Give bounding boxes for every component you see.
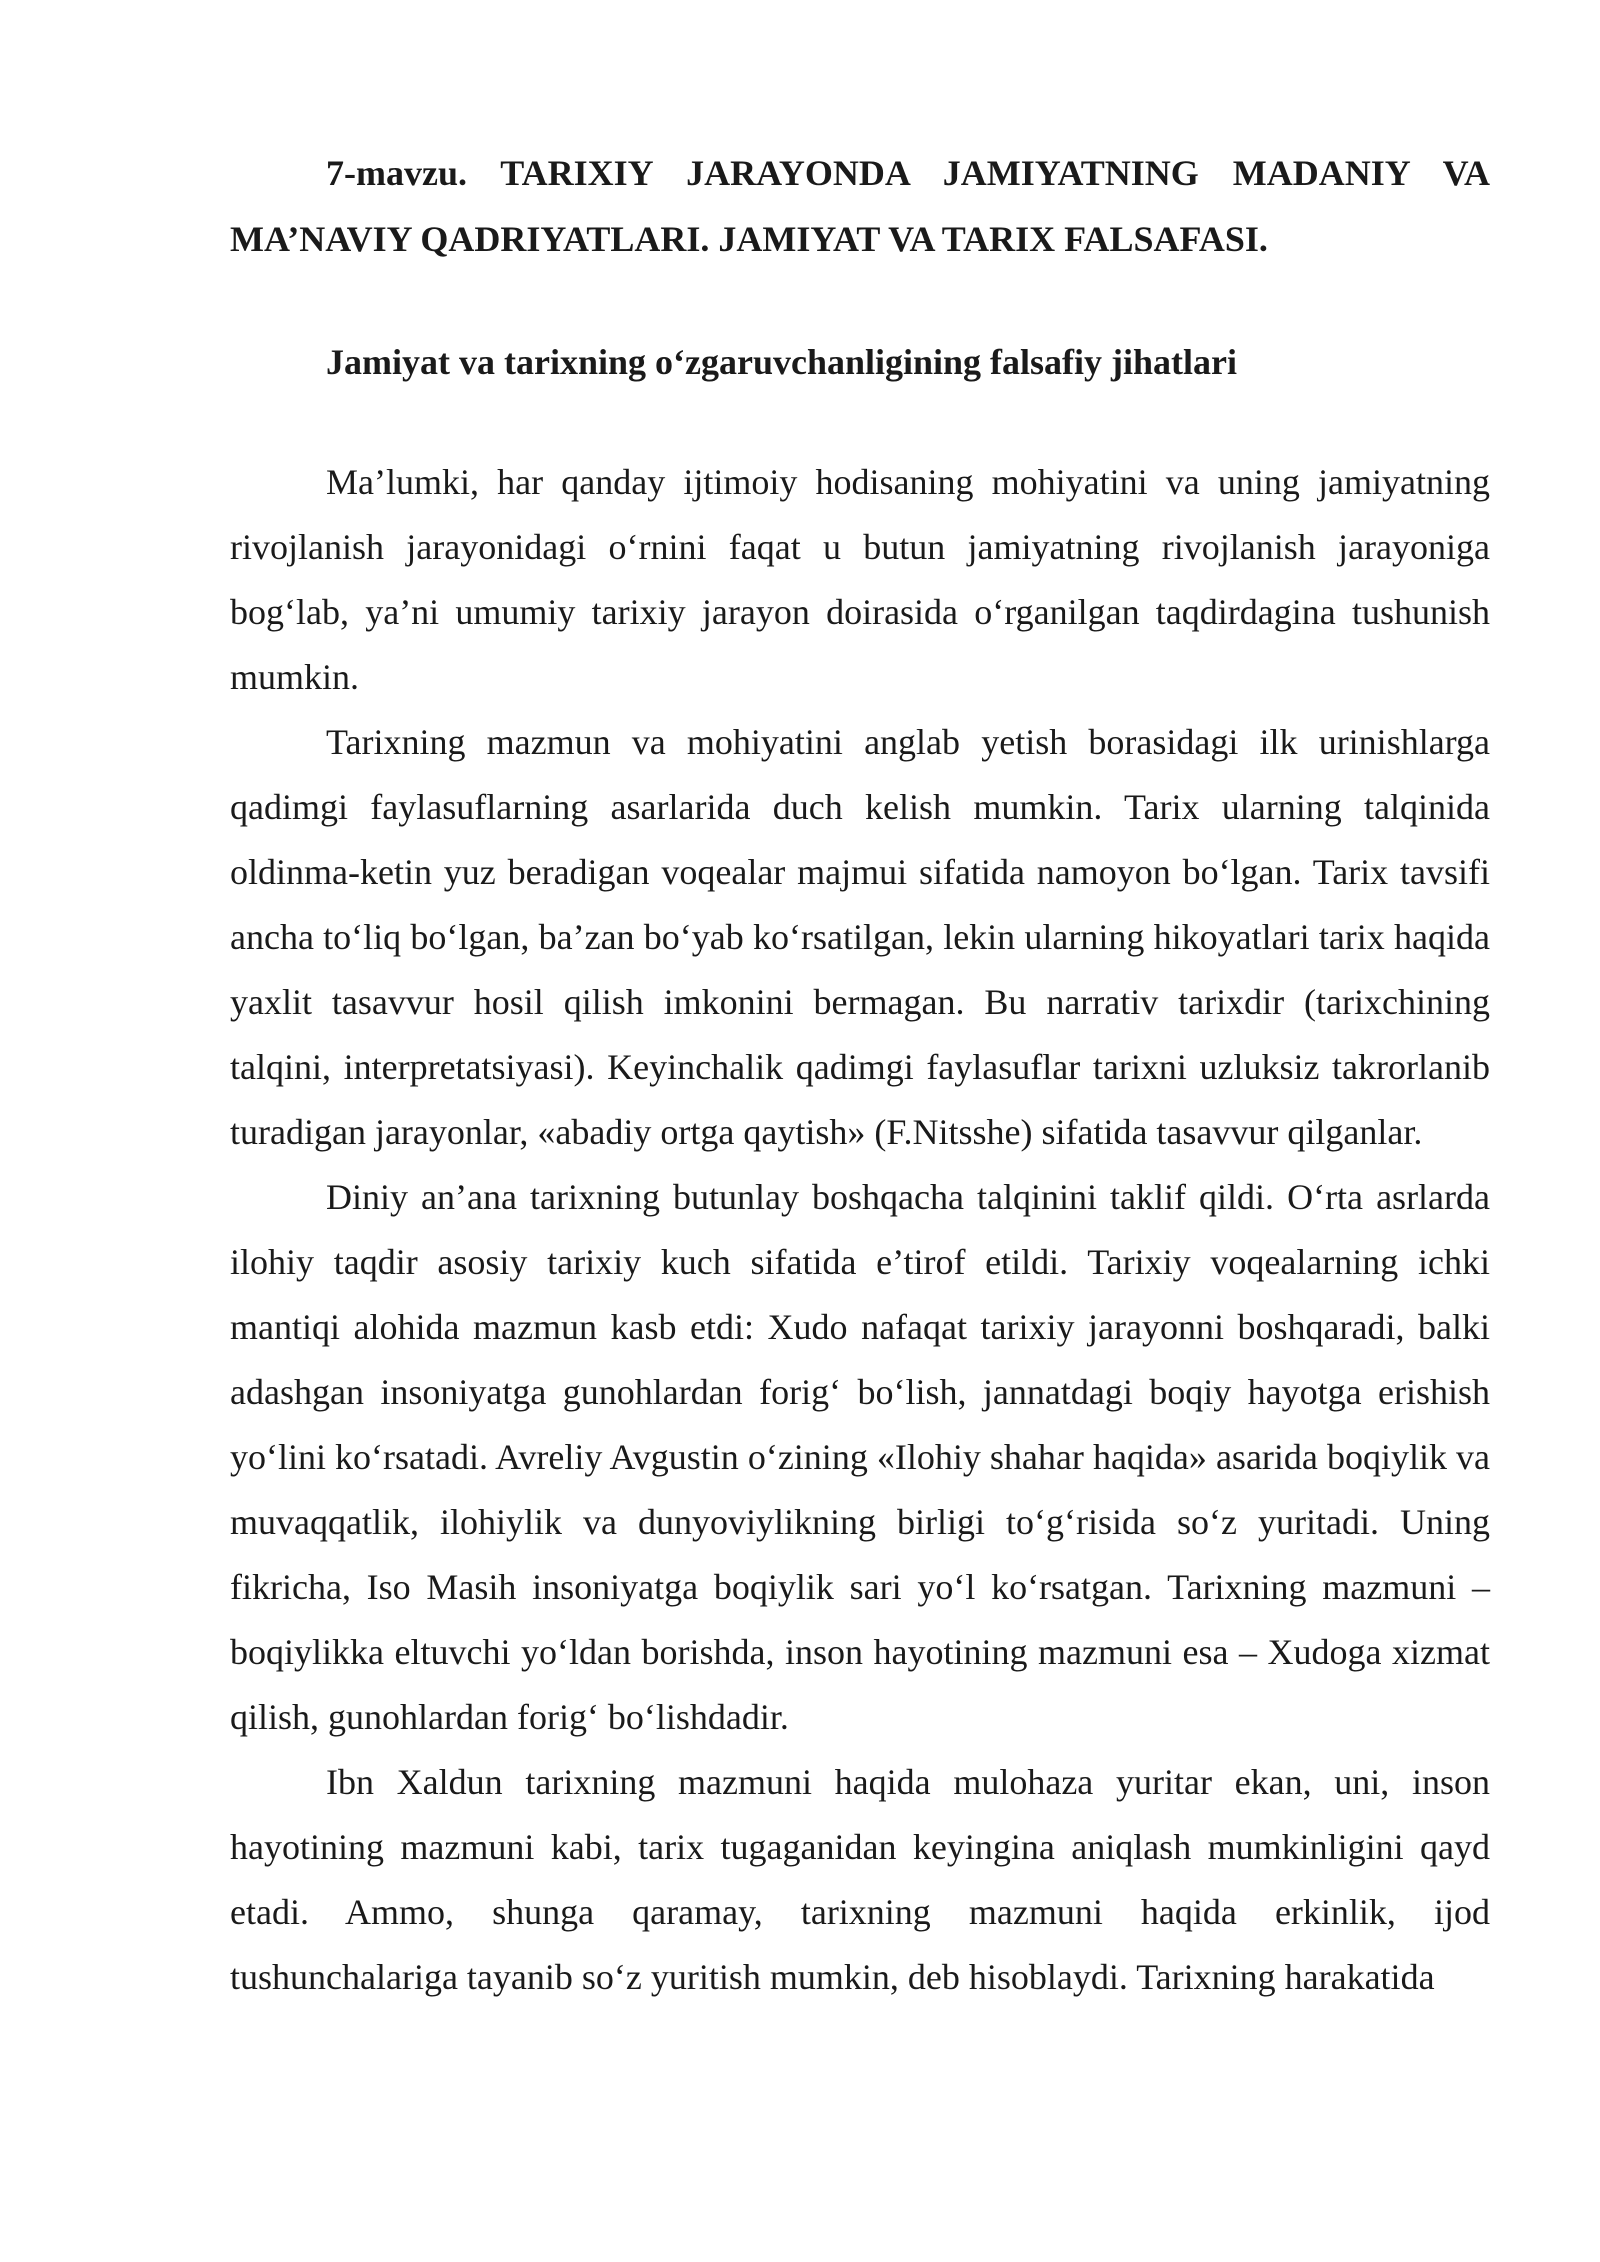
paragraph: Diniy an’ana tarixning butunlay boshqacha talqinini taklif qildi. O‘rta asrlarda ilohiy taqdir asosiy tarixiy kuch sifatida e’tirof etildi. Tarixiy voqealarning ichki mantiqi alohida mazmun kasb etdi: Xudo nafaqat tarixiy jarayonni boshqaradi, balki adashgan insoniyatga gunohlardan forig‘ bo‘lish, jannatdagi boqiy hayotga erishish yo‘lini ko‘rsatadi. Avreliy Avgustin o‘zining «Ilohiy shahar haqida» asarida boqiylik va muvaqqatlik, ilohiylik va dunyoviylikning birligi to‘g‘risida so‘z yuritadi. Uning fikricha, Iso Masih insoniyatga boqiylik sari yo‘l ko‘rsatgan. Tarixning mazmuni – boqiylikka eltuvchi yo‘ldan borishda, inson hayotining mazmuni esa – Xudoga xizmat qilish, gunohlardan forig‘ bo‘lishdadir. bbox=[230, 1177, 1490, 1737]
paragraph: Ma’lumki, har qanday ijtimoiy hodisaning mohiyatini va uning jamiyatning rivojlanish jarayonidagi o‘rnini faqat u butun jamiyatning rivojlanish jarayoniga bog‘lab, ya’ni umumiy tarixiy jarayon doirasida o‘rganilgan taqdirdagina tushunish mumkin. bbox=[230, 462, 1490, 697]
paragraph: Ibn Xaldun tarixning mazmuni haqida mulohaza yuritar ekan, uni, inson hayotining mazmuni kabi, tarix tugaganidan keyingina aniqlash mumkinligini qayd etadi. Ammo, shunga qaramay, tarixning mazmuni haqida erkinlik, ijod tushunchalariga tayanib so‘z yuritish mumkin, deb hisoblaydi. Tarixning harakatida bbox=[230, 1762, 1490, 1997]
paragraph: Tarixning mazmun va mohiyatini anglab yetish borasidagi ilk urinishlarga qadimgi faylasuflarning asarlarida duch kelish mumkin. Tarix ularning talqinida oldinma-ketin yuz beradigan voqealar majmui sifatida namoyon bo‘lgan. Tarix tavsifi ancha to‘liq bo‘lgan, ba’zan bo‘yab ko‘rsatilgan, lekin ularning hikoyatlari tarix haqida yaxlit tasavvur hosil qilish imkonini bermagan. Bu narrativ tarixdir (tarixchining talqini, interpretatsiyasi). Keyinchalik qadimgi faylasuflar tarixni uzluksiz takrorlanib turadigan jarayonlar, «abadiy ortga qaytish» (F.Nitsshe) sifatida tasavvur qilganlar. bbox=[230, 722, 1490, 1152]
document-title: 7-mavzu. TARIXIY JARAYONDA JAMIYATNING MADANIY VA MA’NAVIY QADRIYATLARI. JAMIYAT VA TARIX FALSAFASI. bbox=[230, 153, 1490, 259]
section-subtitle: Jamiyat va tarixning o‘zgaruvchanligining falsafiy jihatlari bbox=[326, 342, 1238, 382]
document-body bbox=[230, 450, 1490, 2010]
document-page bbox=[230, 140, 1490, 2010]
